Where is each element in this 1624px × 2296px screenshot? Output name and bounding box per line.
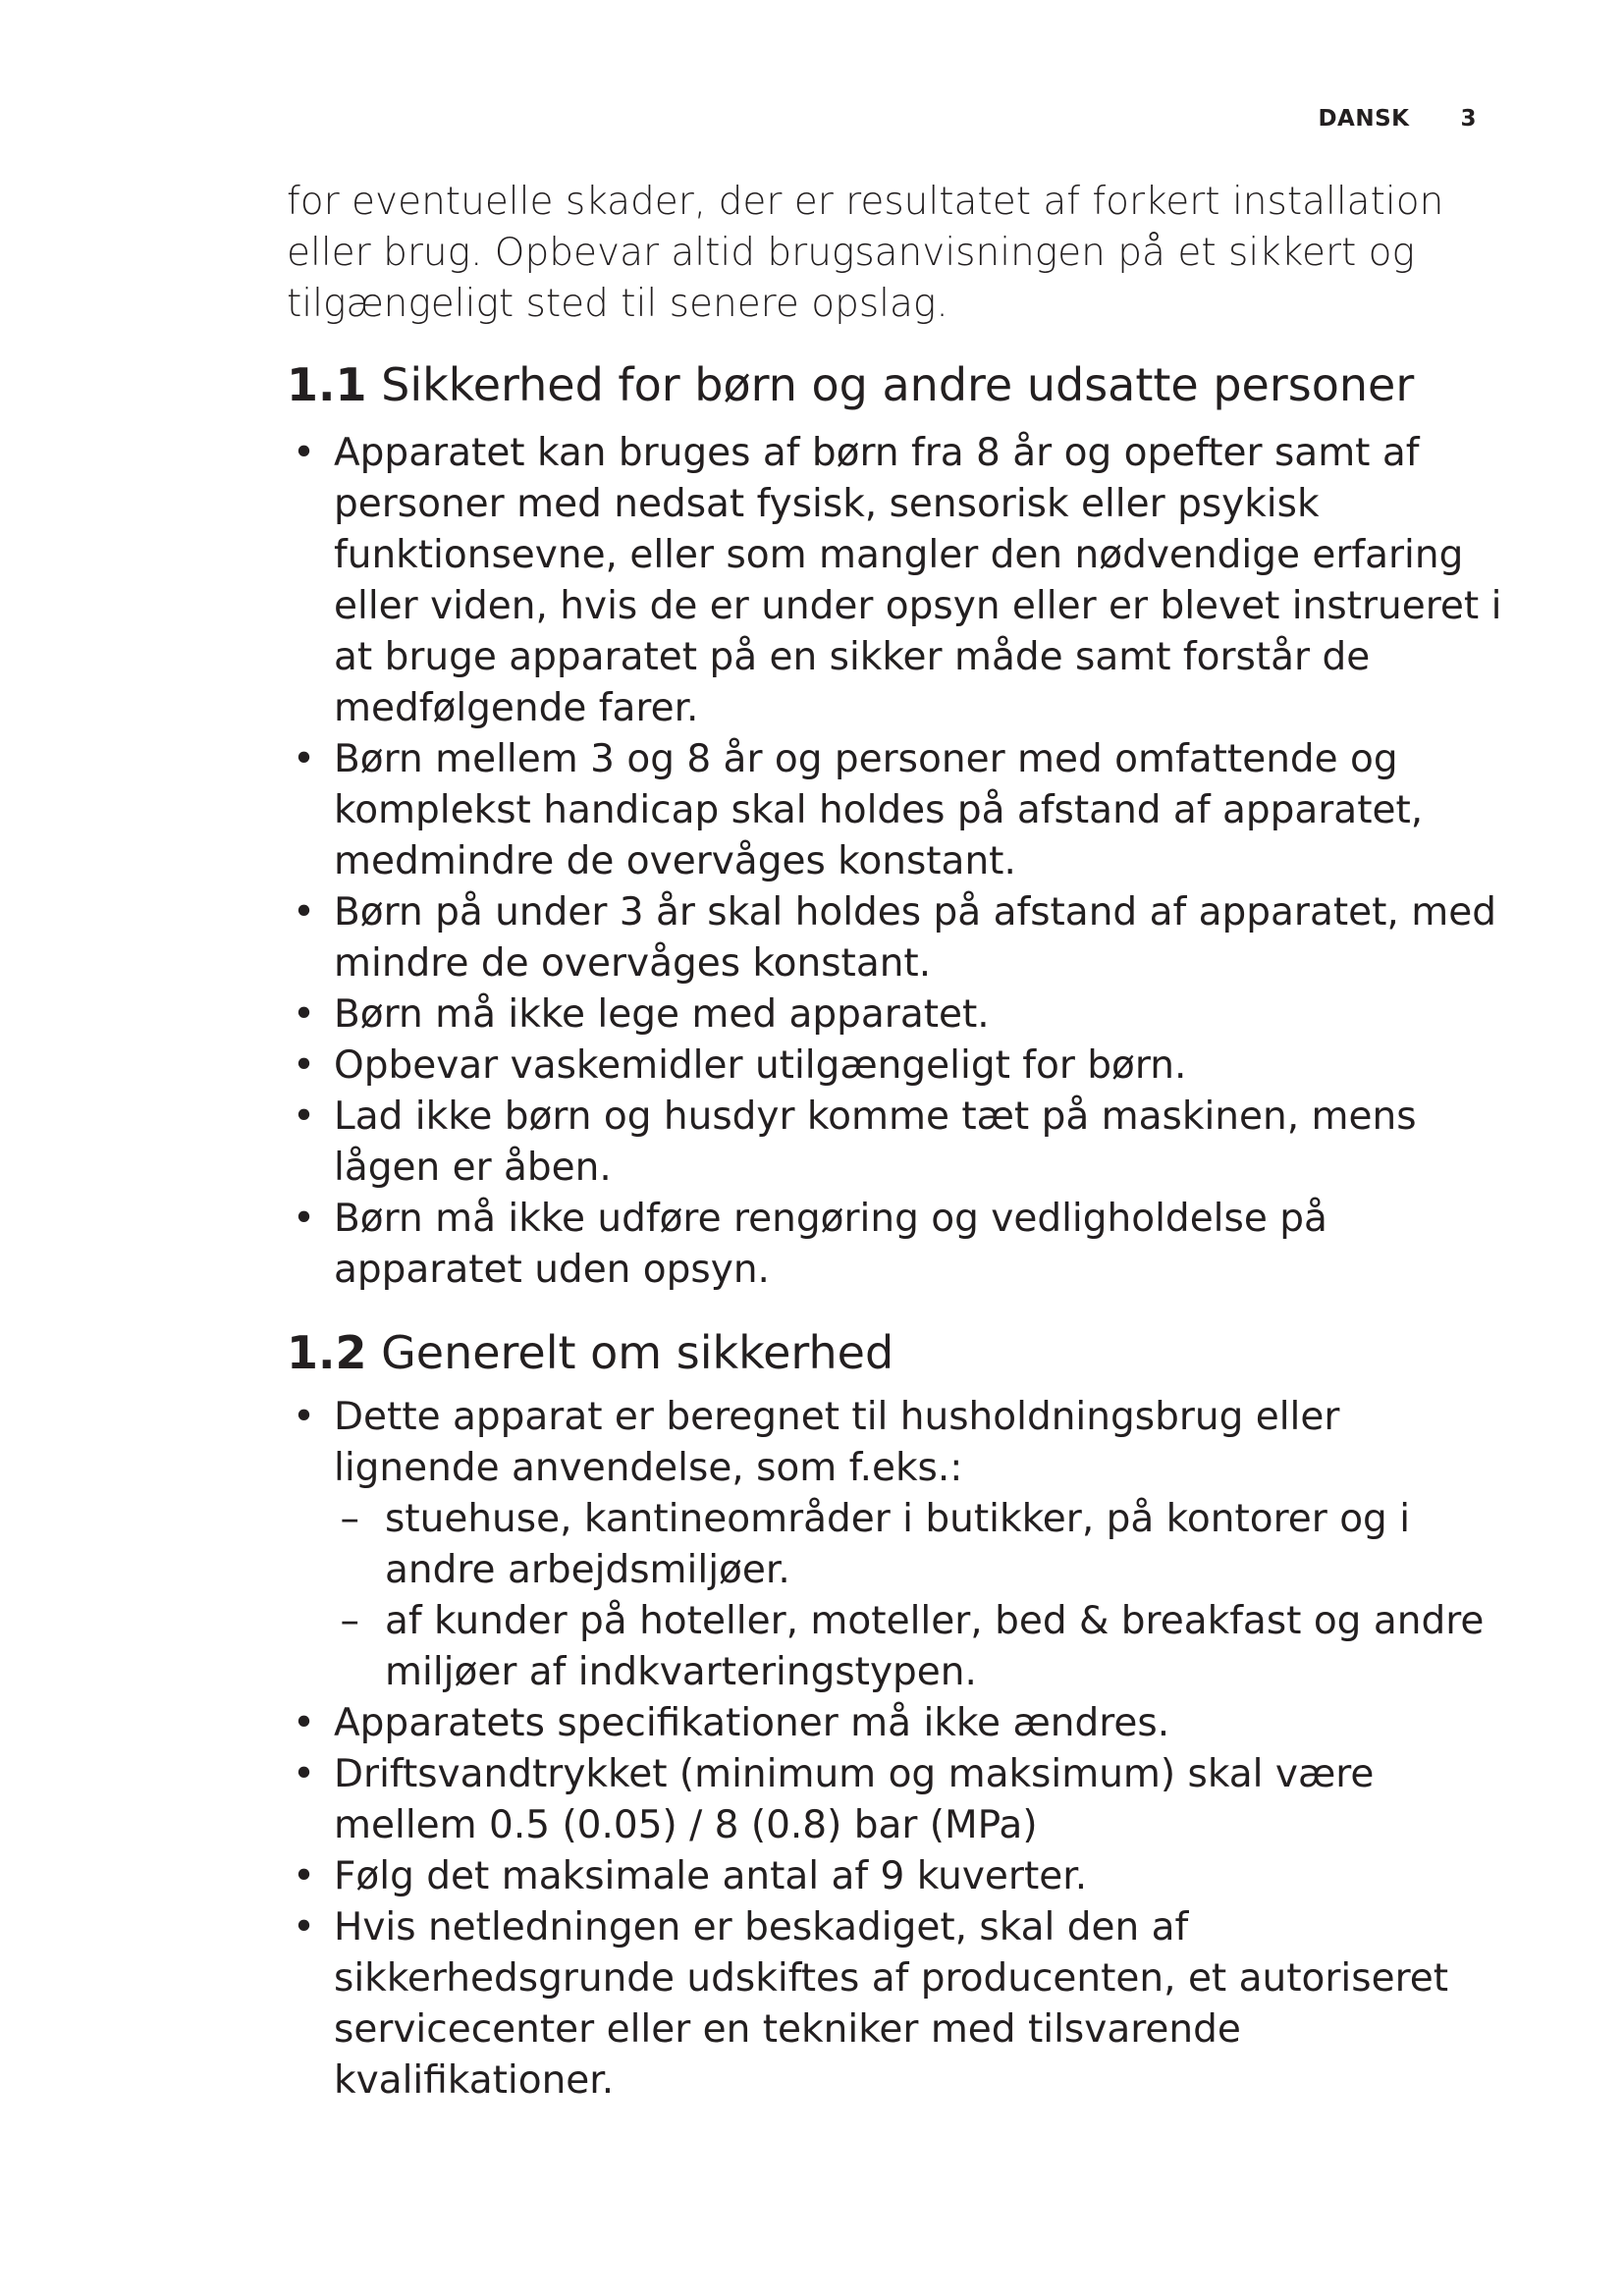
list-item: • Dette apparat er beregnet til husholdningsbrug eller lignende anvendelse, som f.eks.: – stuehuse, kantineområder i butikker, på kontorer og i andre arbejdsmiljøer. – af kunder på hoteller, moteller, bed & breakfast og andre miljøer af indkvarteringstypen.	[287, 1392, 1514, 1698]
bullet-icon: •	[293, 1043, 316, 1088]
list-item: • Apparatet kan bruges af børn fra 8 år og opefter samt af personer med nedsat fysisk, sensorisk eller psykisk funktionsevne, eller som mangler den nødvendige erfaring eller viden, hvis de er under opsyn eller er blevet instrueret i at bruge apparatet på en sikker måde samt forstår de medfølgende farer.	[287, 428, 1514, 734]
section-number: 1.1	[287, 358, 367, 411]
sub-list	[334, 1494, 1514, 1698]
page-content	[287, 177, 1514, 2107]
section-title: Generelt om sikkerhed	[381, 1326, 894, 1379]
list-item: • Følg det maksimale antal af 9 kuverter.	[287, 1851, 1514, 1902]
bullet-icon: •	[293, 1095, 316, 1139]
list-item: • Hvis netledningen er beskadiget, skal den af sikkerhedsgrunde udskiftes af producenten, et autoriseret servicecenter eller en tekniker med tilsvarende kvalifikationer.	[287, 1902, 1514, 2107]
bullet-icon: •	[293, 1905, 316, 1949]
language-label: DANSK	[1318, 106, 1410, 132]
sub-list-item: – stuehuse, kantineområder i butikker, på kontorer og i andre arbejdsmiljøer.	[334, 1494, 1514, 1596]
section-number: 1.2	[287, 1326, 367, 1379]
page-number: 3	[1460, 106, 1477, 132]
bullet-icon: •	[293, 1701, 316, 1745]
section-title: Sikkerhed for børn og andre udsatte personer	[381, 358, 1415, 411]
section-heading-1-1	[287, 355, 1514, 414]
list-item: • Børn mellem 3 og 8 år og personer med omfattende og komplekst handicap skal holdes på afstand af apparatet, medmindre de overvåges konstant.	[287, 734, 1514, 887]
section-1-2-list	[287, 1392, 1514, 2107]
bullet-icon: •	[293, 737, 316, 781]
section-heading-1-2	[287, 1323, 1514, 1382]
list-item: • Apparatets specifikationer må ikke ændres.	[287, 1698, 1514, 1749]
list-item: • Lad ikke børn og husdyr komme tæt på maskinen, mens lågen er åben.	[287, 1092, 1514, 1194]
dash-icon: –	[340, 1599, 359, 1643]
page-header	[1318, 106, 1477, 132]
sub-list-item: – af kunder på hoteller, moteller, bed & breakfast og andre miljøer af indkvarteringstypen.	[334, 1596, 1514, 1698]
list-item: • Børn må ikke udføre rengøring og vedligholdelse på apparatet uden opsyn.	[287, 1194, 1514, 1296]
list-item: • Børn på under 3 år skal holdes på afstand af apparatet, med mindre de overvåges konstant.	[287, 887, 1514, 989]
bullet-icon: •	[293, 1752, 316, 1796]
bullet-icon: •	[293, 1854, 316, 1898]
intro-paragraph: for eventuelle skader, der er resultatet af forkert installation eller brug. Opbevar altid brugsanvisningen på et sikkert og tilgængeligt sted til senere opslag.	[287, 180, 1444, 326]
dash-icon: –	[340, 1497, 359, 1541]
list-item: • Driftsvandtrykket (minimum og maksimum) skal være mellem 0.5 (0.05) / 8 (0.8) bar (MPa)	[287, 1749, 1514, 1851]
bullet-icon: •	[293, 1395, 316, 1439]
bullet-icon: •	[293, 992, 316, 1037]
bullet-icon: •	[293, 890, 316, 934]
bullet-icon: •	[293, 1197, 316, 1241]
section-1-1-list	[287, 428, 1514, 1296]
list-item: • Børn må ikke lege med apparatet.	[287, 989, 1514, 1041]
list-item: • Opbevar vaskemidler utilgængeligt for børn.	[287, 1041, 1514, 1092]
bullet-icon: •	[293, 431, 316, 475]
